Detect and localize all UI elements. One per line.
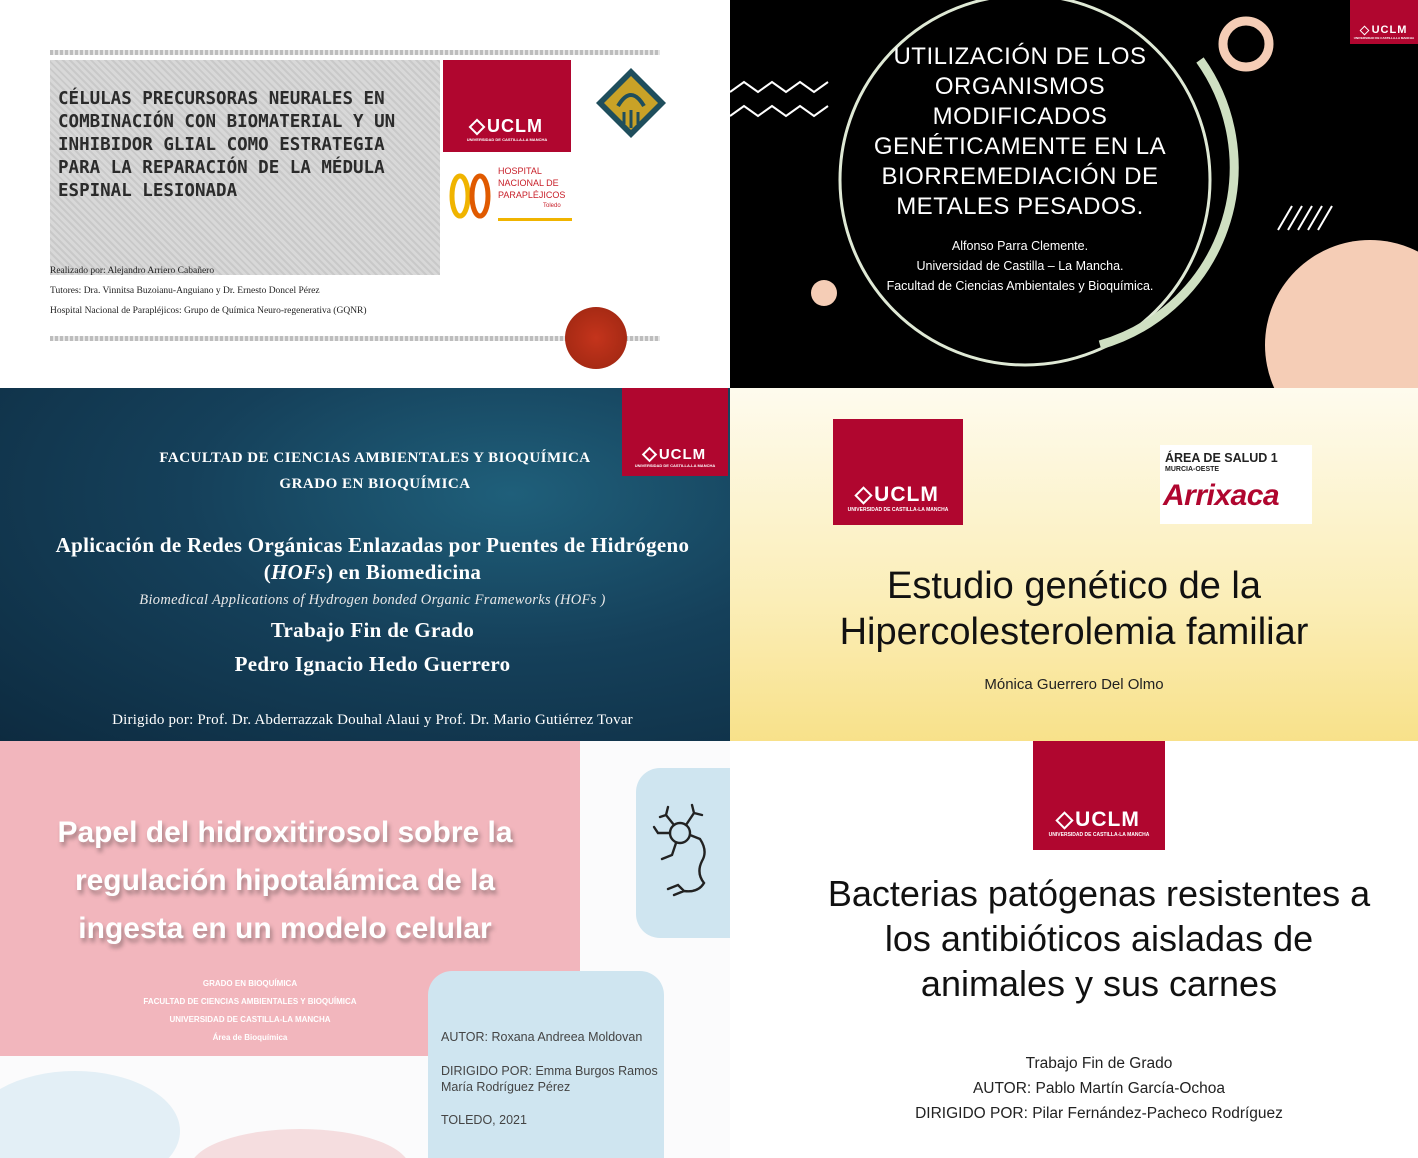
slide-resistant-bacteria: [730, 741, 1418, 1158]
university-crest-icon: [594, 66, 668, 140]
uclm-logo: UCLM UNIVERSIDAD DE CASTILLA-LA MANCHA: [622, 388, 728, 476]
decorative-blob: [190, 1129, 410, 1158]
directed-line: DIRIGIDO POR: Emma Burgos Ramos: [441, 1064, 658, 1078]
slide-title: Estudio genético de la Hipercolesterolemia familiar: [839, 565, 1309, 653]
author-line: AUTOR: Pablo Martín García-Ochoa: [972, 1080, 1226, 1097]
slide-hofs-biomedicine: [0, 388, 730, 741]
slide-title: Bacterias patógenas resistentes a los antibióticos aisladas de animales y sus carnes: [827, 873, 1371, 1004]
author-block: [850, 236, 1190, 296]
hospital-city: Toledo: [543, 203, 561, 209]
faculty-line: Facultad de Ciencias Ambientales y Bioquímica.: [886, 279, 1154, 293]
neuron-icon: [652, 803, 714, 899]
author-block: [441, 1029, 658, 1128]
slide-neural-precursor-cells: [0, 0, 730, 388]
slide-hypercholesterolemia: [730, 388, 1418, 741]
institution-block: GRADO EN BIOQUÍMICA FACULTAD DE CIENCIAS AMBIENTALES Y BIOQUÍMICA UNIVERSIDAD DE CASTILLA-LA MANCHA Área de Bioquímica: [143, 979, 357, 1042]
author-name: Pedro Ignacio Hedo Guerrero: [234, 652, 511, 676]
arrixaca-logo: ÁREA DE SALUD 1 MURCIA-OESTE Arrixaca: [1160, 445, 1312, 524]
decorative-blob: [0, 1071, 180, 1158]
group-line: Hospital Nacional de Parapléjicos: Grupo de Química Neuro-regenerativa (GQNR): [50, 306, 367, 316]
hospital-name: HOSPITAL NACIONAL DE PARAPLÉJICOS: [498, 166, 566, 200]
slide-gmo-bioremediation: [730, 0, 1418, 388]
directed-by: Dirigido por: Prof. Dr. Abderrazzak Douhal Alaui y Prof. Dr. Mario Gutiérrez Tovar: [112, 712, 633, 728]
author-name: Mónica Guerrero Del Olmo: [984, 676, 1164, 693]
degree-line: GRADO EN BIOQUÍMICA: [279, 476, 471, 492]
tutors-line: Tutores: Dra. Vinnitsa Buzoianu-Anguiano y Dr. Ernesto Doncel Pérez: [50, 286, 320, 296]
uclm-logo: UCLM UNIVERSIDAD DE CASTILLA-LA MANCHA: [1033, 741, 1165, 850]
university-line: Universidad de Castilla – La Mancha.: [916, 259, 1124, 273]
tfg-line: Trabajo Fin de Grado: [270, 618, 475, 642]
slide-title: UTILIZACIÓN DE LOS ORGANISMOS MODIFICADOS GENÉTICAMENTE EN LA BIORREMEDIACIÓN DE METALES PESADOS.: [873, 43, 1167, 220]
slide-title: CÉLULAS PRECURSORAS NEURALES EN COMBINACIÓN CON BIOMATERIAL Y UN INHIBIDOR GLIAL COMO ESTRATEGIA PARA LA REPARACIÓN DE LA MÉDULA ESPINAL LESIONADA: [58, 89, 396, 201]
uclm-logo: UCLM UNIVERSIDAD DE CASTILLA-LA MANCHA: [833, 419, 963, 525]
slide-subtitle: Biomedical Applications of Hydrogen bonded Organic Frameworks (HOFs ): [139, 592, 606, 608]
faculty-line: FACULTAD DE CIENCIAS AMBIENTALES Y BIOQUÍMICA: [159, 450, 591, 466]
dotted-border-top: [50, 50, 660, 55]
directed-line-2: María Rodríguez Pérez: [441, 1080, 571, 1094]
red-seal-icon: [565, 307, 627, 369]
place-date: TOLEDO, 2021: [441, 1113, 527, 1127]
author-line: Alfonso Parra Clemente.: [951, 239, 1089, 253]
author-block: [50, 266, 367, 326]
uclm-logo: UCLM UNIVERSIDAD DE CASTILLA-LA MANCHA: [443, 60, 571, 152]
tfg-line: Trabajo Fin de Grado: [1025, 1055, 1173, 1072]
slide-hydroxytyrosol: [0, 741, 730, 1158]
slide-title: Papel del hidroxitirosol sobre la regulación hipotalámica de la ingesta en un modelo celular: [57, 816, 513, 945]
author-block: [730, 1051, 1418, 1126]
author-line: AUTOR: Roxana Andreea Moldovan: [441, 1030, 643, 1044]
author-line: Realizado por: Alejandro Arriero Cabañero: [50, 266, 215, 276]
uclm-logo: UCLM UNIVERSIDAD DE CASTILLA-LA MANCHA: [1350, 0, 1418, 44]
directed-line: DIRIGIDO POR: Pilar Fernández-Pacheco Rodríguez: [915, 1105, 1283, 1122]
slide-title: Aplicación de Redes Orgánicas Enlazadas por Puentes de Hidrógeno (HOFs) en Biomedicina: [55, 533, 690, 584]
faculty-header: [130, 445, 620, 497]
